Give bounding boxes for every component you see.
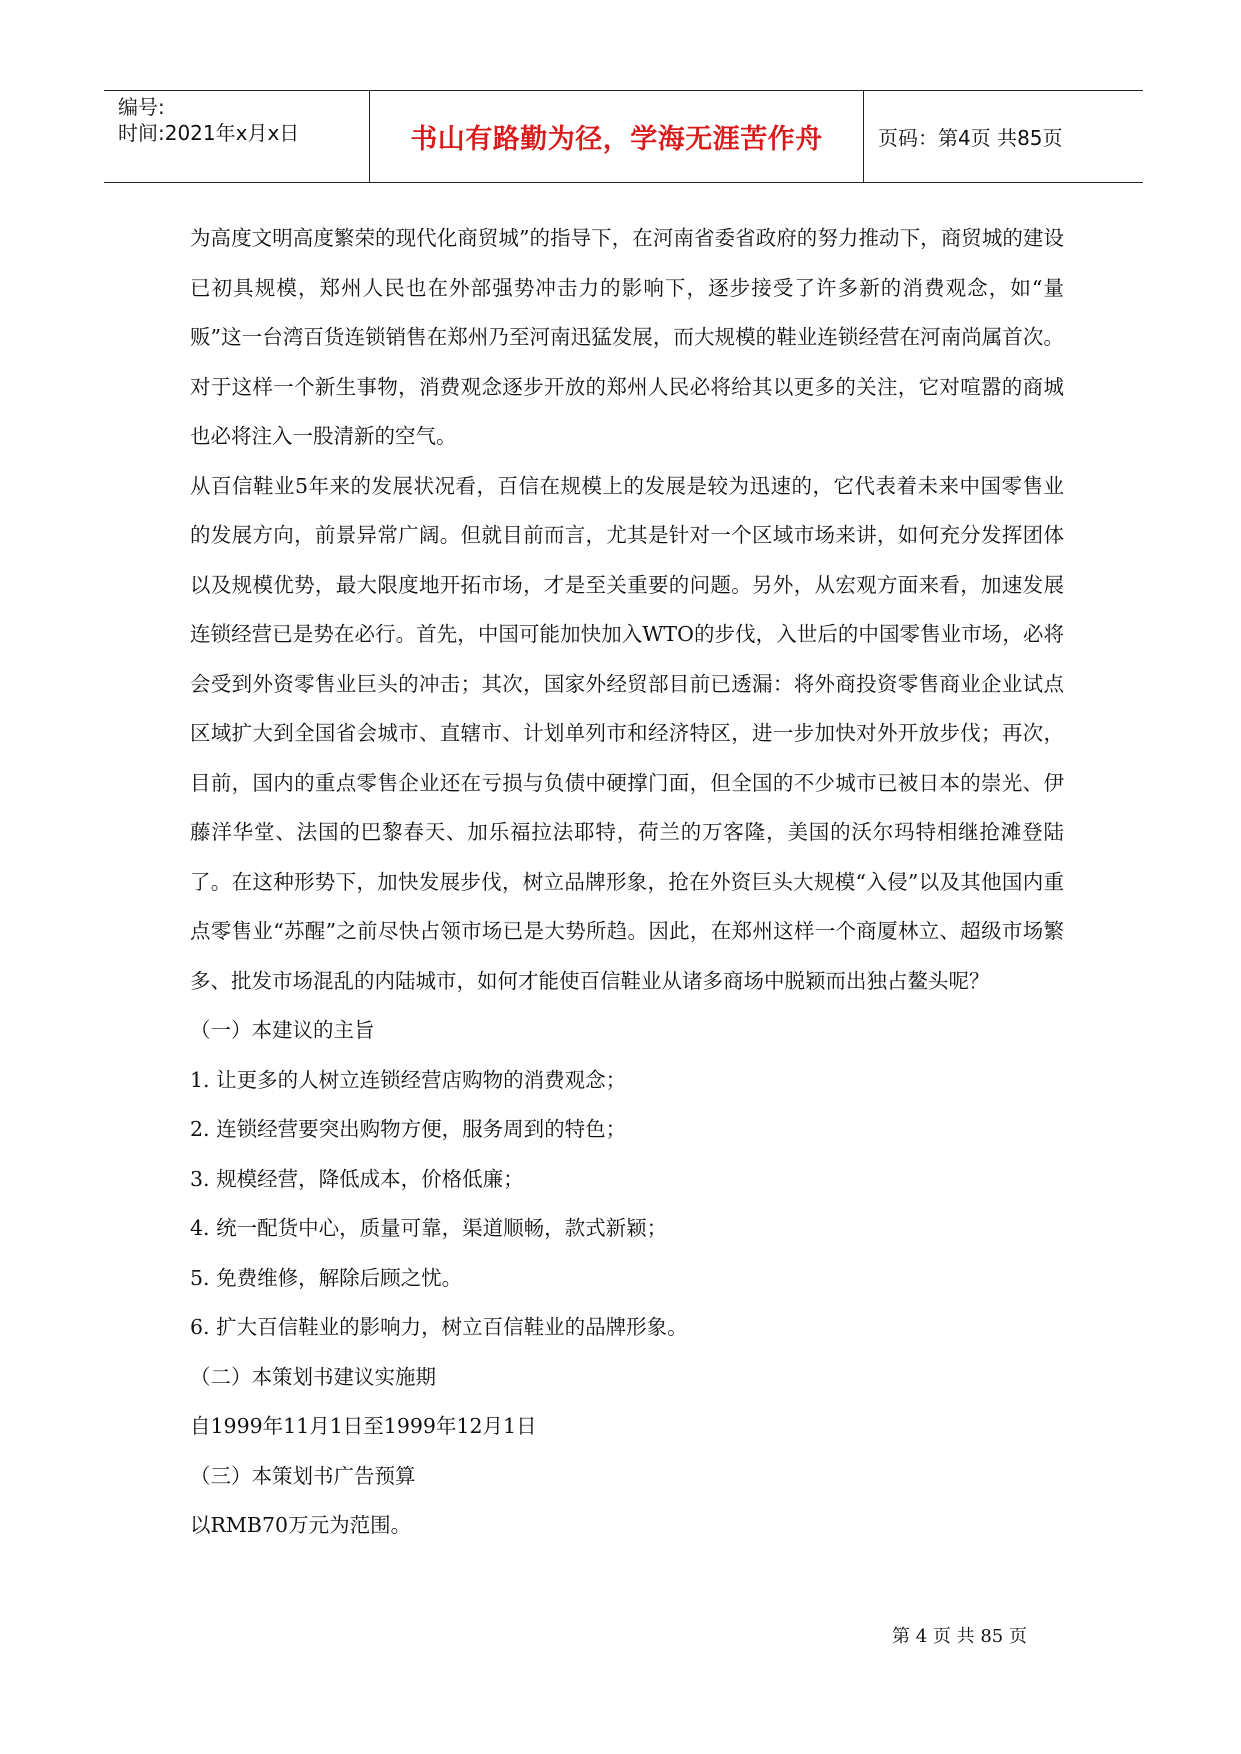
body-paragraph: 为高度文明高度繁荣的现代化商贸城”的指导下，在河南省委省政府的努力推动下，商贸城的建设已初具规模，郑州人民也在外部强势冲击力的影响下，逐步接受了许多新的消费观念，如“量贩”这一台湾百货连锁销售在郑州乃至河南迅猛发展，而大规模的鞋业连锁经营在河南尚属首次。对于这样一个新生事物，消费观念逐步开放的郑州人民必将给其以更多的关注，它对喧嚣的商城也必将注入一股清新的空气。 (190, 226, 1064, 448)
header-page-number: 页码：第4页 共85页 (878, 126, 1063, 150)
header-meta (104, 91, 370, 182)
section-heading-period: （二）本策划书建议实施期 (190, 1364, 436, 1389)
header-motto-cell (370, 91, 864, 182)
page-footer: 第 4 页 共 85 页 (892, 1626, 1027, 1647)
aim-list-item: 6. 扩大百信鞋业的影响力，树立百信鞋业的品牌形象。 (190, 1315, 688, 1339)
section-heading-budget: （三）本策划书广告预算 (190, 1463, 416, 1488)
page-header (104, 90, 1143, 183)
aim-list-item: 2. 连锁经营要突出购物方便，服务周到的特色； (190, 1117, 627, 1141)
aim-list-item: 5. 免费维修，解除后顾之忧。 (190, 1265, 463, 1290)
advertising-budget: 以RMB70万元为范围。 (190, 1513, 412, 1537)
implementation-period: 自1999年11月1日至1999年12月1日 (190, 1414, 537, 1438)
document-body (190, 214, 1064, 1551)
header-motto: 书山有路勤为径，学海无涯苦作舟 (410, 124, 823, 155)
body-paragraph: 从百信鞋业5年来的发展状况看，百信在规模上的发展是较为迅速的，它代表着未来中国零售业的发展方向，前景异常广阔。但就目前而言，尤其是针对一个区域市场来讲，如何充分发挥团体以及规模优势，最大限度地开拓市场，才是至关重要的问题。另外，从宏观方面来看，加速发展连锁经营已是势在必行。首先，中国可能加快加入WTO的步伐，入世后的中国零售业市场，必将会受到外资零售业巨头的冲击；其次，国家外经贸部目前已透漏：将外商投资零售商业企业试点区域扩大到全国省会城市、直辖市、计划单列市和经济特区，进一步加快对外开放步伐；再次，目前，国内的重点零售企业还在亏损与负债中硬撑门面，但全国的不少城市已被日本的崇光、伊藤洋华堂、法国的巴黎春天、加乐福拉法耶特，荷兰的万客隆，美国的沃尔玛特相继抢滩登陆了。在这种形势下，加快发展步伐，树立品牌形象，抢在外资巨头大规模“入侵”以及其他国内重点零售业“苏醒”之前尽快占领市场已是大势所趋。因此，在郑州这样一个商厦林立、超级市场繁多、批发市场混乱的内陆城市，如何才能使百信鞋业从诸多商场中脱颖而出独占鳌头呢？ (190, 473, 1064, 993)
section-heading-aims: （一）本建议的主旨 (190, 1018, 375, 1042)
document-number-label: 编号: (118, 95, 165, 119)
aim-list-item: 1. 让更多的人树立连锁经营店购物的消费观念； (190, 1067, 627, 1092)
aim-list-item: 3. 规模经营，降低成本，价格低廉； (190, 1166, 524, 1191)
document-time-label: 时间:2021年x月x日 (118, 121, 300, 145)
aim-list-item: 4. 统一配货中心，质量可靠，渠道顺畅，款式新颖； (190, 1216, 668, 1240)
